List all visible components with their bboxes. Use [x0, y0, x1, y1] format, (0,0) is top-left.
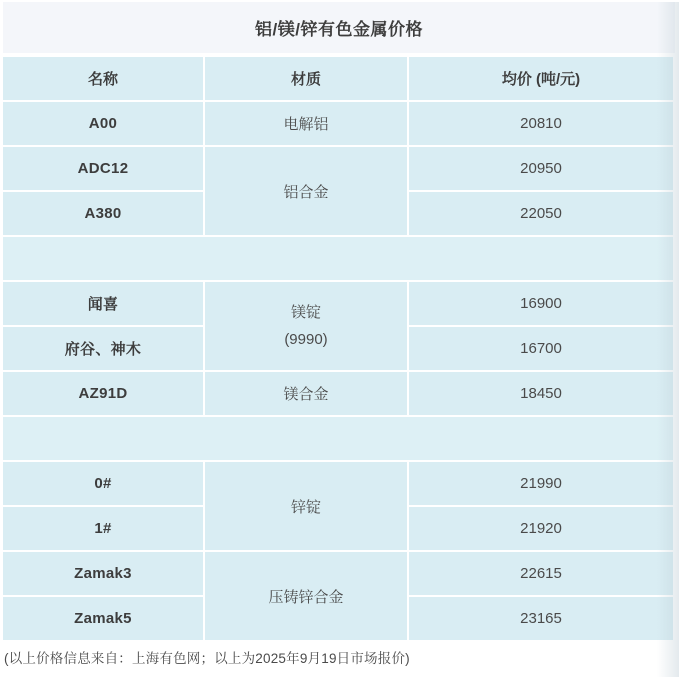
source-footnote: (以上价格信息来自：上海有色网；以上为2025年9月19日市场报价) — [4, 651, 410, 666]
price-cell: 21920 — [409, 507, 673, 550]
price-cell: 18450 — [409, 372, 673, 415]
name-cell: 0# — [3, 462, 203, 505]
name-cell: 府谷、神木 — [3, 327, 203, 370]
name-cell: 1# — [3, 507, 203, 550]
price-cell: 22615 — [409, 552, 673, 595]
material-cell: 镁合金 — [205, 372, 407, 415]
price-table-page — [0, 2, 679, 677]
name-cell: A380 — [3, 192, 203, 235]
table-header-row — [3, 57, 673, 100]
page-title: 铝/镁/锌有色金属价格 — [3, 2, 675, 53]
material-cell-merged — [205, 282, 407, 370]
price-cell: 21990 — [409, 462, 673, 505]
name-cell: A00 — [3, 102, 203, 145]
price-row-zamak3 — [3, 552, 673, 595]
name-cell: ADC12 — [3, 147, 203, 190]
price-row-az91d — [3, 372, 673, 415]
header-name: 名称 — [3, 57, 203, 100]
name-cell: AZ91D — [3, 372, 203, 415]
price-row-0hash — [3, 462, 673, 505]
material-cell-merged: 铝合金 — [205, 147, 407, 235]
price-cell: 16900 — [409, 282, 673, 325]
price-row-adc12 — [3, 147, 673, 190]
separator-band — [3, 237, 673, 280]
price-cell: 23165 — [409, 597, 673, 640]
price-cell: 20950 — [409, 147, 673, 190]
material-line-1: 镁锭 — [290, 304, 321, 321]
price-cell: 16700 — [409, 327, 673, 370]
section-separator — [3, 417, 673, 460]
material-cell-merged: 压铸锌合金 — [205, 552, 407, 640]
header-price: 均价 (吨/元) — [409, 57, 673, 100]
price-table — [1, 55, 675, 642]
price-cell: 20810 — [409, 102, 673, 145]
separator-band — [3, 417, 673, 460]
price-row-wenxi — [3, 282, 673, 325]
name-cell: Zamak3 — [3, 552, 203, 595]
section-separator — [3, 237, 673, 280]
name-cell: Zamak5 — [3, 597, 203, 640]
price-cell: 22050 — [409, 192, 673, 235]
material-cell-merged: 锌锭 — [205, 462, 407, 550]
material-line-2: (9990) — [284, 331, 328, 348]
name-cell: 闻喜 — [3, 282, 203, 325]
material-cell: 电解铝 — [205, 102, 407, 145]
header-material: 材质 — [205, 57, 407, 100]
price-row-a00 — [3, 102, 673, 145]
